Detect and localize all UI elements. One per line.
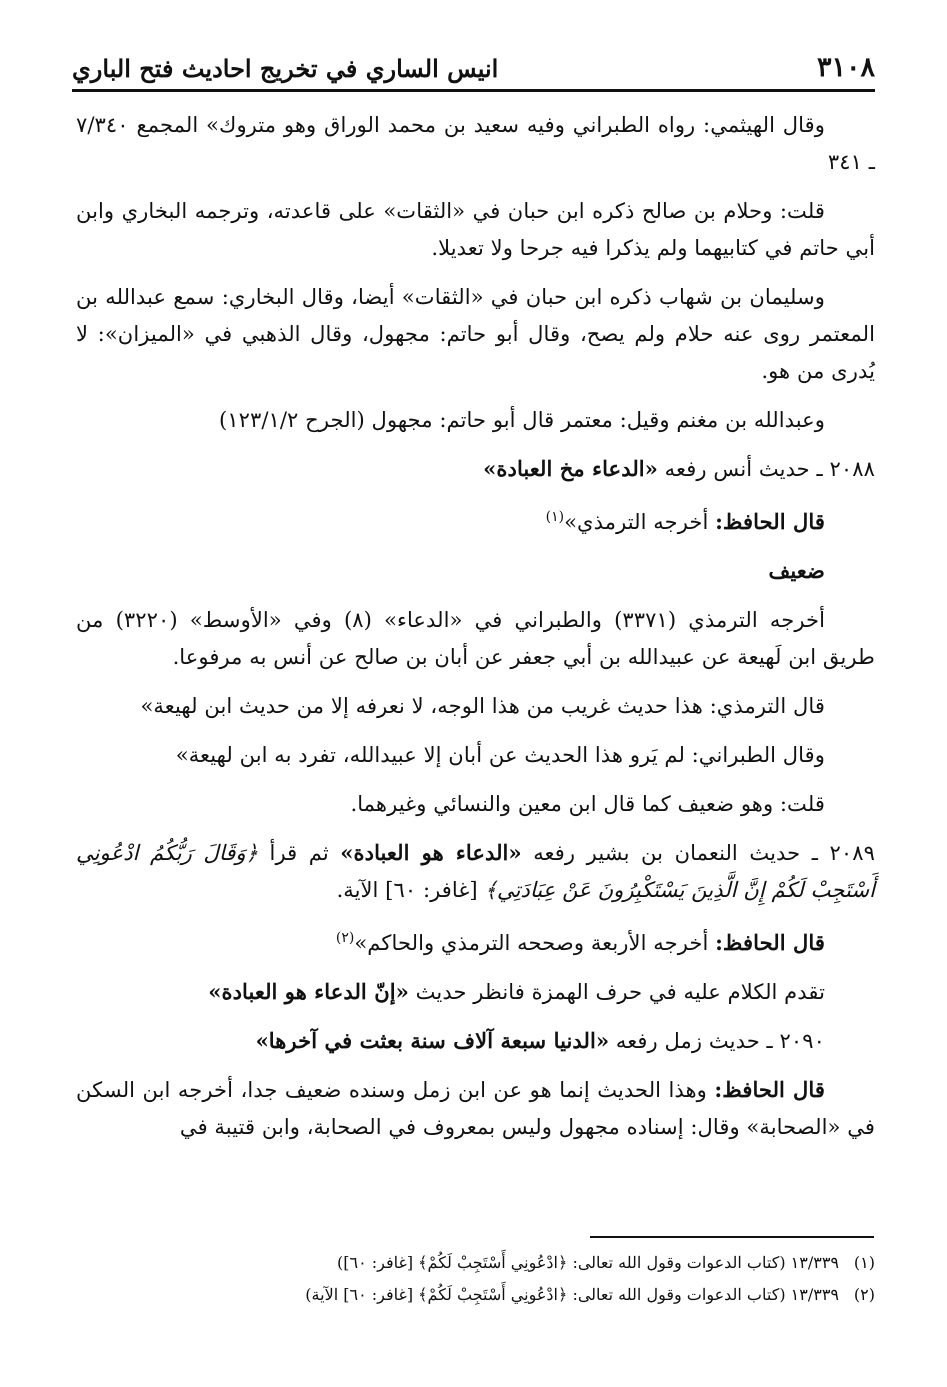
text-run: أخرجه الترمذي» — [564, 509, 716, 535]
bold-text: قال الحافظ: — [715, 930, 825, 956]
paragraph — [76, 736, 875, 773]
text-run: وقال الطبراني: لم يَرو هذا الحديث عن أبان إلا عبيدالله، تفرد به ابن لهيعة» — [175, 742, 825, 768]
footnote — [76, 1247, 875, 1279]
text-run: وهذا الحديث إنما هو عن ابن زمل وسنده ضعيف جدا، أخرجه ابن السكن في «الصحابة» وقال: إسناده مجهول وليس بمعروف في الصحابة، وابن قتيبة في — [76, 1077, 875, 1140]
paragraph — [76, 278, 875, 389]
footnote-text: ١٣/٣٣٩ (كتاب الدعوات وقول الله تعالى: ﴿ادْعُونِي أَسْتَجِبْ لَكُمْ﴾ [غافر: ٦٠] الآية) — [305, 1285, 839, 1304]
footnote-ref: (١) — [545, 509, 565, 525]
paragraph — [76, 834, 875, 908]
bold-text: قال الحافظ: — [714, 1077, 826, 1103]
text-run: ٢٠٩٠ ـ حديث زمل رفعه — [609, 1028, 825, 1054]
footnote-separator — [590, 1236, 874, 1238]
bold-text: قال الحافظ: — [715, 509, 825, 535]
text-run: قلت: وحلام بن صالح ذكره ابن حبان في «الثقات» على قاعدته، وترجمه البخاري وابن أبي حاتم في كتابيهما ولم يذكرا فيه جرحا ولا تعديلا. — [76, 198, 875, 260]
page-body — [76, 106, 875, 1157]
book-title: انيس الساري في تخريج احاديث فتح الباري — [72, 54, 499, 83]
text-run: ثم قرأ — [258, 840, 341, 866]
footnote-number: (٢) — [853, 1285, 875, 1304]
paragraph — [76, 785, 875, 822]
bold-text: «الدعاء مخ العبادة» — [483, 456, 658, 481]
text-run: تقدم الكلام عليه في حرف الهمزة فانظر حديث — [408, 979, 825, 1005]
page-number: ٣١٠٨ — [816, 52, 875, 83]
text-run: ٢٠٨٨ ـ حديث أنس رفعه — [657, 456, 875, 481]
page-header — [72, 40, 875, 92]
paragraph — [76, 552, 875, 589]
text-run: أخرجه الأربعة وصححه الترمذي والحاكم» — [354, 930, 716, 956]
bold-text: ضعيف — [768, 558, 825, 584]
text-run: أخرجه الترمذي (٣٣٧١) والطبراني في «الدعاء» (٨) وفي «الأوسط» (٣٢٢٠) من طريق ابن لَهيعة عن عبيدالله بن أبي جعفر عن أبان بن صالح عن أنس به مرفوعا. — [76, 607, 875, 670]
paragraph — [76, 450, 875, 487]
paragraph — [76, 401, 875, 438]
footnote-number: (١) — [853, 1253, 875, 1272]
paragraph — [76, 973, 875, 1010]
footnote-text: ١٣/٣٣٩ (كتاب الدعوات وقول الله تعالى: ﴿ادْعُونِي أَسْتَجِبْ لَكُمْ﴾ [غافر: ٦٠]) — [336, 1253, 839, 1272]
bold-text: «إنّ الدعاء هو العبادة» — [208, 979, 409, 1005]
text-run: [غافر: ٦٠] الآية. — [336, 877, 485, 903]
bold-text: «الدنيا سبعة آلاف سنة بعثت في آخرها» — [255, 1028, 610, 1054]
footnote — [76, 1279, 875, 1311]
paragraph — [76, 687, 875, 724]
paragraph — [76, 499, 875, 540]
paragraph — [76, 1071, 875, 1145]
text-run: قال الترمذي: هذا حديث غريب من هذا الوجه، لا نعرفه إلا من حديث ابن لهيعة» — [140, 693, 825, 719]
text-run: وقال الهيثمي: رواه الطبراني وفيه سعيد بن محمد الوراق وهو متروك» المجمع ٧/٣٤٠ ـ ٣٤١ — [76, 112, 875, 174]
paragraph — [76, 192, 875, 266]
text-run: وسليمان بن شهاب ذكره ابن حبان في «الثقات» أيضا، وقال البخاري: سمع عبدالله بن المعتمر روى عنه حلام ولم يصح، وقال أبو حاتم: مجهول، وقال الذهبي في «الميزان»: لا يُدرى من هو. — [76, 284, 875, 383]
paragraph — [76, 106, 875, 180]
footnotes — [76, 1247, 875, 1311]
quran-verse: ﴿وَقَالَ رَبُّكُمُ ادْعُونِي أَسْتَجِبْ لَكُمْ إِنَّ الَّذِينَ يَسْتَكْبِرُونَ عَنْ عِبَادَتِي﴾ — [76, 840, 875, 903]
paragraph — [76, 1022, 875, 1059]
paragraph — [76, 920, 875, 961]
paragraph — [76, 601, 875, 675]
text-run: وعبدالله بن مغنم وقيل: معتمر قال أبو حاتم: مجهول (الجرح ١٢٣/١/٢) — [218, 407, 825, 432]
text-run: ٢٠٨٩ ـ حديث النعمان بن بشير رفعه — [521, 840, 875, 866]
bold-text: «الدعاء هو العبادة» — [340, 840, 522, 866]
footnote-ref: (٢) — [335, 930, 355, 947]
text-run: قلت: وهو ضعيف كما قال ابن معين والنسائي وغيرهما. — [350, 791, 825, 817]
